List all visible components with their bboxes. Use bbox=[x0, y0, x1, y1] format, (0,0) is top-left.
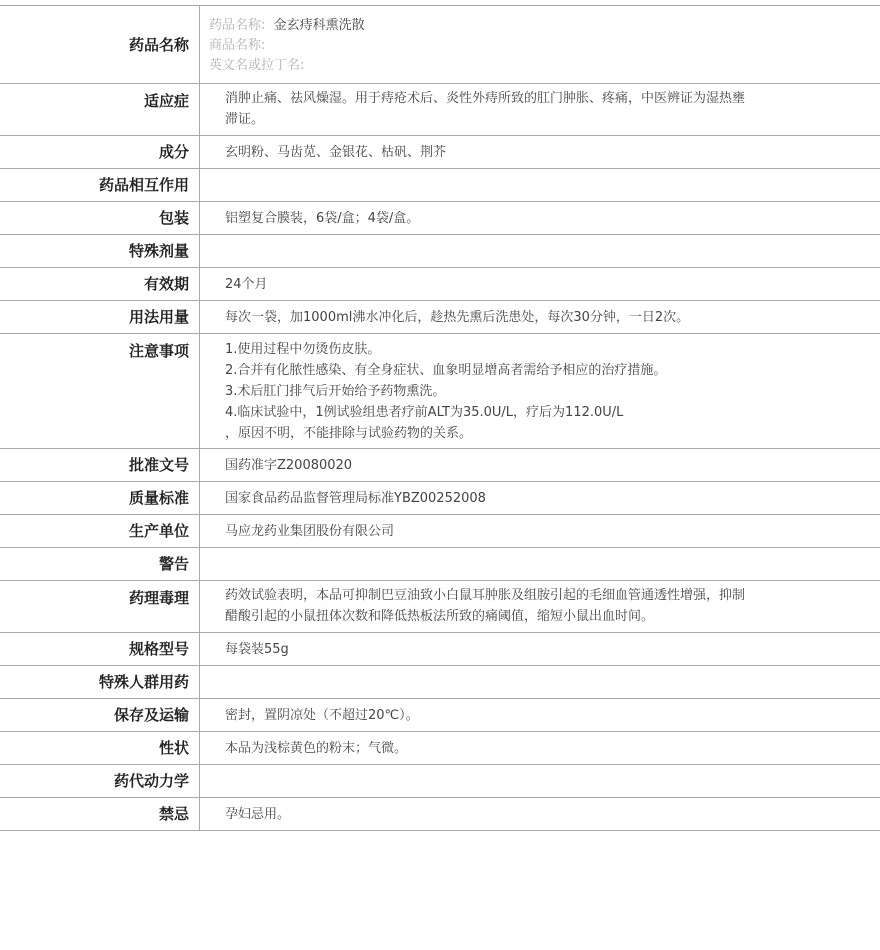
row-ingredients bbox=[0, 136, 880, 169]
row-manufacturer bbox=[0, 515, 880, 548]
usage-label: 用法用量 bbox=[0, 301, 200, 333]
pharmacokinetics-label: 药代动力学 bbox=[0, 765, 200, 797]
drug-name-value bbox=[200, 6, 880, 83]
interactions-value bbox=[200, 169, 880, 201]
special-dose-value bbox=[200, 235, 880, 267]
manufacturer-label: 生产单位 bbox=[0, 515, 200, 547]
row-package bbox=[0, 202, 880, 235]
row-indications bbox=[0, 84, 880, 136]
standard-value: 国家食品药品监督管理局标准YBZ00252008 bbox=[225, 491, 486, 506]
specification-label: 规格型号 bbox=[0, 633, 200, 665]
generic-name-label: 药品名称: bbox=[209, 18, 266, 33]
usage-value: 每次一袋，加1000ml沸水冲化后，趁热先熏后洗患处，每次30分钟，一日2次。 bbox=[225, 310, 690, 325]
row-usage bbox=[0, 301, 880, 334]
row-contraindications bbox=[0, 798, 880, 831]
english-name-label: 英文名或拉丁名: bbox=[209, 58, 305, 73]
package-value: 铝塑复合膜装，6袋/盒；4袋/盒。 bbox=[225, 211, 420, 226]
row-interactions bbox=[0, 169, 880, 202]
generic-name-line bbox=[209, 16, 880, 36]
indications-line: 滞证。 bbox=[225, 112, 265, 127]
ingredients-label: 成分 bbox=[0, 136, 200, 168]
row-storage bbox=[0, 699, 880, 732]
warning-value bbox=[200, 548, 880, 580]
special-population-label: 特殊人群用药 bbox=[0, 666, 200, 698]
specification-value: 每袋装55g bbox=[225, 642, 289, 657]
expiry-value: 24个月 bbox=[225, 277, 268, 292]
row-properties bbox=[0, 732, 880, 765]
row-special-population bbox=[0, 666, 880, 699]
pharmacology-value bbox=[200, 581, 790, 632]
indications-value bbox=[200, 84, 790, 135]
special-dose-label: 特殊剂量 bbox=[0, 235, 200, 267]
row-expiry bbox=[0, 268, 880, 301]
row-warning bbox=[0, 548, 880, 581]
indications-line: 消肿止痛、祛风燥湿。用于痔疮术后、炎性外痔所致的肛门肿胀、疼痛，中医辨证为湿热壅 bbox=[225, 91, 746, 106]
drug-name-label: 药品名称 bbox=[0, 6, 200, 83]
package-label: 包装 bbox=[0, 202, 200, 234]
row-special-dose bbox=[0, 235, 880, 268]
warning-label: 警告 bbox=[0, 548, 200, 580]
row-drug-name bbox=[0, 6, 880, 84]
drug-info-table bbox=[0, 5, 880, 831]
precautions-label: 注意事项 bbox=[0, 334, 200, 448]
precautions-line: 1.使用过程中勿烫伤皮肤。 bbox=[225, 342, 381, 357]
pharmacology-label: 药理毒理 bbox=[0, 581, 200, 632]
contraindications-label: 禁忌 bbox=[0, 798, 200, 830]
pharmacokinetics-value bbox=[200, 765, 880, 797]
precautions-value bbox=[200, 334, 880, 448]
trade-name-label: 商品名称: bbox=[209, 38, 266, 53]
row-pharmacokinetics bbox=[0, 765, 880, 798]
pharmacology-line: 醋酸引起的小鼠扭体次数和降低热板法所致的痛阈值，缩短小鼠出血时间。 bbox=[225, 609, 655, 624]
precautions-line: 3.术后肛门排气后开始给予药物熏洗。 bbox=[225, 384, 446, 399]
storage-label: 保存及运输 bbox=[0, 699, 200, 731]
row-standard bbox=[0, 482, 880, 515]
row-approval bbox=[0, 449, 880, 482]
row-precautions bbox=[0, 334, 880, 449]
precautions-line: ，原因不明，不能排除与试验药物的关系。 bbox=[225, 426, 473, 441]
properties-value: 本品为浅棕黄色的粉末；气微。 bbox=[225, 741, 408, 756]
approval-label: 批准文号 bbox=[0, 449, 200, 481]
ingredients-value: 玄明粉、马齿苋、金银花、枯矾、荆芥 bbox=[225, 145, 447, 160]
properties-label: 性状 bbox=[0, 732, 200, 764]
manufacturer-value: 马应龙药业集团股份有限公司 bbox=[225, 524, 395, 539]
pharmacology-line: 药效试验表明，本品可抑制巴豆油致小白鼠耳肿胀及组胺引起的毛细血管通透性增强，抑制 bbox=[225, 588, 746, 603]
indications-label: 适应症 bbox=[0, 84, 200, 135]
interactions-label: 药品相互作用 bbox=[0, 169, 200, 201]
generic-name-value: 金玄痔科熏洗散 bbox=[273, 18, 365, 33]
row-specification bbox=[0, 633, 880, 666]
standard-label: 质量标准 bbox=[0, 482, 200, 514]
expiry-label: 有效期 bbox=[0, 268, 200, 300]
precautions-line: 4.临床试验中，1例试验组患者疗前ALT为35.0U/L，疗后为112.0U/L bbox=[225, 405, 624, 420]
storage-value: 密封，置阴凉处（不超过20℃）。 bbox=[225, 708, 419, 723]
special-population-value bbox=[200, 666, 880, 698]
precautions-line: 2.合并有化脓性感染、有全身症状、血象明显增高者需给予相应的治疗措施。 bbox=[225, 363, 667, 378]
contraindications-value: 孕妇忌用。 bbox=[225, 807, 291, 822]
approval-value: 国药准字Z20080020 bbox=[225, 458, 353, 473]
row-pharmacology bbox=[0, 581, 880, 633]
